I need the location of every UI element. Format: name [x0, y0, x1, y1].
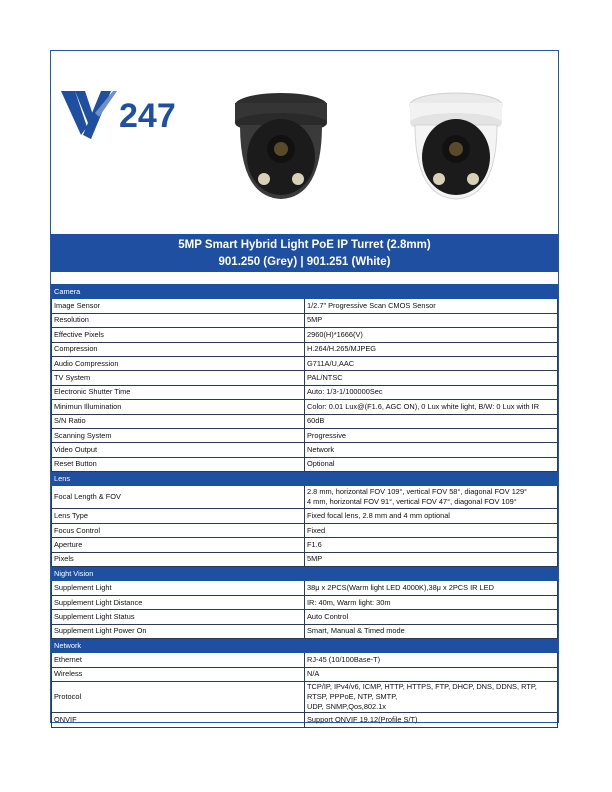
spec-label: Supplement Light	[52, 581, 305, 595]
spec-row	[52, 509, 558, 523]
spec-value: N/A	[305, 667, 558, 681]
spec-value: RJ-45 (10/100Base-T)	[305, 653, 558, 667]
spec-value: Fixed	[305, 523, 558, 537]
spec-row	[52, 443, 558, 457]
spec-value: Optional	[305, 457, 558, 471]
spec-row	[52, 428, 558, 442]
spec-value: Auto Control	[305, 610, 558, 624]
spec-row	[52, 371, 558, 385]
spec-value: 60dB	[305, 414, 558, 428]
spec-label: Electronic Shutter Time	[52, 385, 305, 399]
spec-row	[52, 624, 558, 638]
spec-value: 38μ x 2PCS(Warm light LED 4000K),38μ x 2PCS IR LED	[305, 581, 558, 595]
section-header-network	[52, 638, 558, 652]
product-hero	[51, 51, 558, 234]
spec-row	[52, 682, 558, 713]
spec-label: Wireless	[52, 667, 305, 681]
spec-label: Protocol	[52, 682, 305, 713]
spec-value: 1/2.7" Progressive Scan CMOS Sensor	[305, 299, 558, 313]
spec-label: Lens Type	[52, 509, 305, 523]
spec-label: ONVIF	[52, 713, 305, 727]
section-title: Lens	[52, 472, 558, 486]
spec-label: Video Output	[52, 443, 305, 457]
spec-value	[305, 682, 558, 713]
spec-label: S/N Ratio	[52, 414, 305, 428]
spec-row	[52, 313, 558, 327]
spec-label: Aperture	[52, 538, 305, 552]
spec-row	[52, 667, 558, 681]
spec-value: Auto: 1/3-1/100000Sec	[305, 385, 558, 399]
spec-row	[52, 356, 558, 370]
spec-label: Scanning System	[52, 428, 305, 442]
camera-grey-image	[206, 87, 356, 207]
spec-value: G711A/U,AAC	[305, 356, 558, 370]
spec-row	[52, 552, 558, 566]
spec-value	[305, 486, 558, 509]
spec-value: Network	[305, 443, 558, 457]
spec-row	[52, 538, 558, 552]
spec-row	[52, 299, 558, 313]
spec-row	[52, 414, 558, 428]
spec-label: Audio Compression	[52, 356, 305, 370]
spec-value: Progressive	[305, 428, 558, 442]
spec-value: Support ONVIF 19.12(Profile S/T)	[305, 713, 558, 727]
spec-value: Smart, Manual & Timed mode	[305, 624, 558, 638]
spec-label: TV System	[52, 371, 305, 385]
spec-label: Compression	[52, 342, 305, 356]
section-header-camera	[52, 285, 558, 299]
spec-value: Fixed focal lens, 2.8 mm and 4 mm optional	[305, 509, 558, 523]
brand-logo	[61, 83, 201, 143]
spec-label: Resolution	[52, 313, 305, 327]
product-title-bar	[51, 234, 558, 272]
spec-label: Focus Control	[52, 523, 305, 537]
spec-label: Reset Button	[52, 457, 305, 471]
section-header-lens	[52, 472, 558, 486]
spec-label: Supplement Light Power On	[52, 624, 305, 638]
spec-value: H.264/H.265/MJPEG	[305, 342, 558, 356]
svg-text:247: 247	[119, 97, 176, 135]
camera-white-image	[381, 87, 531, 207]
section-title: Camera	[52, 285, 558, 299]
spec-row	[52, 385, 558, 399]
spec-value-line: 2.8 mm, horizontal FOV 109°, vertical FOV 58°, diagonal FOV 129°	[307, 487, 528, 497]
spec-label: Focal Length & FOV	[52, 486, 305, 509]
spec-row	[52, 342, 558, 356]
spec-row	[52, 595, 558, 609]
section-title: Night Vision	[52, 567, 558, 581]
product-title: 5MP Smart Hybrid Light PoE IP Turret (2.8mm)	[178, 239, 431, 251]
spec-value-line: TCP/IP, IPv4/v6, ICMP, HTTP, HTTPS, FTP, DHCP, DNS, DDNS, RTP, RTSP, PPPoE, NTP, SMTP,	[307, 682, 537, 702]
spec-label: Image Sensor	[52, 299, 305, 313]
section-title: Network	[52, 638, 558, 652]
spec-row	[52, 653, 558, 667]
spec-label: Minimun Illumination	[52, 400, 305, 414]
spec-label: Supplement Light Distance	[52, 595, 305, 609]
spec-value: PAL/NTSC	[305, 371, 558, 385]
spec-sheet	[50, 50, 559, 723]
spec-table	[51, 284, 558, 728]
spec-value-line: UDP, SNMP,Qos,802.1x	[307, 702, 387, 712]
spec-row	[52, 400, 558, 414]
spec-row	[52, 328, 558, 342]
product-model-numbers: 901.250 (Grey) | 901.251 (White)	[218, 256, 391, 268]
spec-value-line: 4 mm, horizontal FOV 91°, vertical FOV 47°, diagonal FOV 109°	[307, 497, 517, 507]
spec-label: Pixels	[52, 552, 305, 566]
spec-value: 2960(H)*1666(V)	[305, 328, 558, 342]
spec-label: Supplement Light Status	[52, 610, 305, 624]
spec-row	[52, 486, 558, 509]
spec-label: Effective Pixels	[52, 328, 305, 342]
spec-row	[52, 610, 558, 624]
spec-label: Ethernet	[52, 653, 305, 667]
section-header-night-vision	[52, 567, 558, 581]
spec-row	[52, 457, 558, 471]
spec-row	[52, 523, 558, 537]
spec-value: F1.6	[305, 538, 558, 552]
spec-value: Color: 0.01 Lux@(F1.6, AGC ON), 0 Lux white light, B/W: 0 Lux with IR	[305, 400, 558, 414]
spec-row	[52, 713, 558, 727]
spec-row	[52, 581, 558, 595]
spec-value: IR: 40m, Warm light: 30m	[305, 595, 558, 609]
spec-value: 5MP	[305, 552, 558, 566]
spec-value: 5MP	[305, 313, 558, 327]
